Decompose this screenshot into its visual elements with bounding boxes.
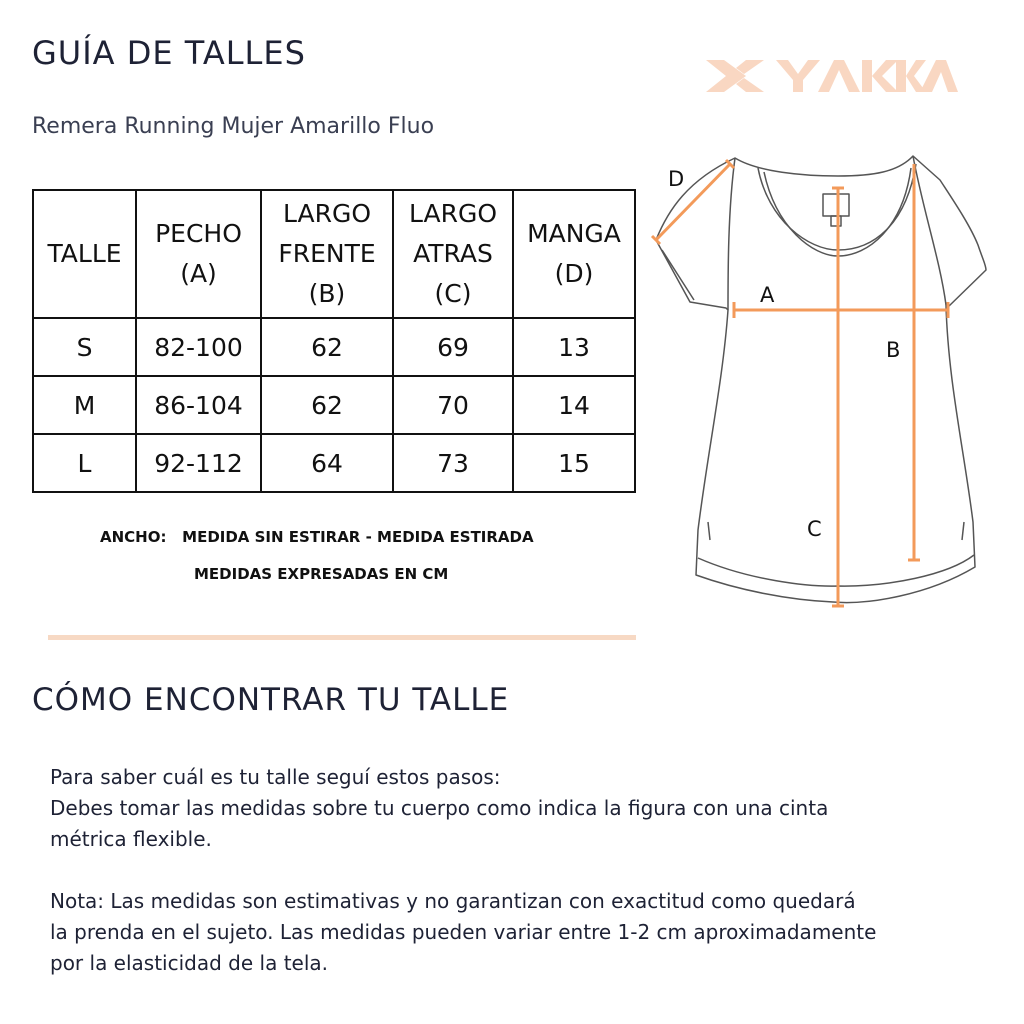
- largo-frente-cell: 62: [261, 376, 393, 434]
- column-header-largo-atras: LARGO ATRAS (C): [393, 190, 513, 318]
- pecho-cell: 86-104: [136, 376, 261, 434]
- page-title: GUÍA DE TALLES: [32, 34, 306, 72]
- how-to-title: CÓMO ENCONTRAR TU TALLE: [32, 682, 510, 718]
- tshirt-diagram: [648, 150, 1024, 615]
- pecho-cell: 92-112: [136, 434, 261, 492]
- column-header-largo-frente: LARGO FRENTE (B): [261, 190, 393, 318]
- manga-cell: 14: [513, 376, 635, 434]
- instructions-paragraph: [50, 762, 1010, 855]
- manga-cell: 13: [513, 318, 635, 376]
- manga-cell: 15: [513, 434, 635, 492]
- largo-frente-cell: 62: [261, 318, 393, 376]
- largo-atras-cell: 73: [393, 434, 513, 492]
- largo-atras-cell: 70: [393, 376, 513, 434]
- measure-label-d: D: [668, 167, 685, 191]
- measure-label-a: A: [760, 283, 775, 307]
- size-cell: M: [33, 376, 136, 434]
- largo-atras-cell: 69: [393, 318, 513, 376]
- size-cell: L: [33, 434, 136, 492]
- width-note: ANCHO: MEDIDA SIN ESTIRAR - MEDIDA ESTIRADA: [100, 528, 534, 546]
- disclaimer-line: Nota: Las medidas son estimativas y no garantizan con exactitud como quedará: [50, 889, 856, 913]
- column-header-pecho: PECHO (A): [136, 190, 261, 318]
- column-header-manga: MANGA (D): [513, 190, 635, 318]
- units-note: MEDIDAS EXPRESADAS EN CM: [194, 565, 449, 583]
- table-row: [33, 376, 635, 434]
- brand-logo: [706, 56, 958, 96]
- section-divider: [48, 635, 636, 640]
- product-subtitle: Remera Running Mujer Amarillo Fluo: [32, 114, 435, 139]
- largo-frente-cell: 64: [261, 434, 393, 492]
- column-header-talle: TALLE: [33, 190, 136, 318]
- instructions-line: métrica flexible.: [50, 827, 212, 851]
- table-row: [33, 318, 635, 376]
- instructions-line: Debes tomar las medidas sobre tu cuerpo como indica la figura con una cinta: [50, 796, 829, 820]
- measure-label-b: B: [886, 338, 901, 362]
- disclaimer-line: la prenda en el sujeto. Las medidas pueden variar entre 1-2 cm aproximadamente: [50, 920, 877, 944]
- instructions-line: Para saber cuál es tu talle seguí estos pasos:: [50, 765, 501, 789]
- disclaimer-paragraph: [50, 886, 1010, 979]
- pecho-cell: 82-100: [136, 318, 261, 376]
- size-table: [32, 189, 636, 493]
- measurement-lines: [652, 160, 948, 606]
- size-cell: S: [33, 318, 136, 376]
- disclaimer-line: por la elasticidad de la tela.: [50, 951, 329, 975]
- table-row: [33, 434, 635, 492]
- table-header-row: [33, 190, 635, 318]
- measure-label-c: C: [807, 517, 822, 541]
